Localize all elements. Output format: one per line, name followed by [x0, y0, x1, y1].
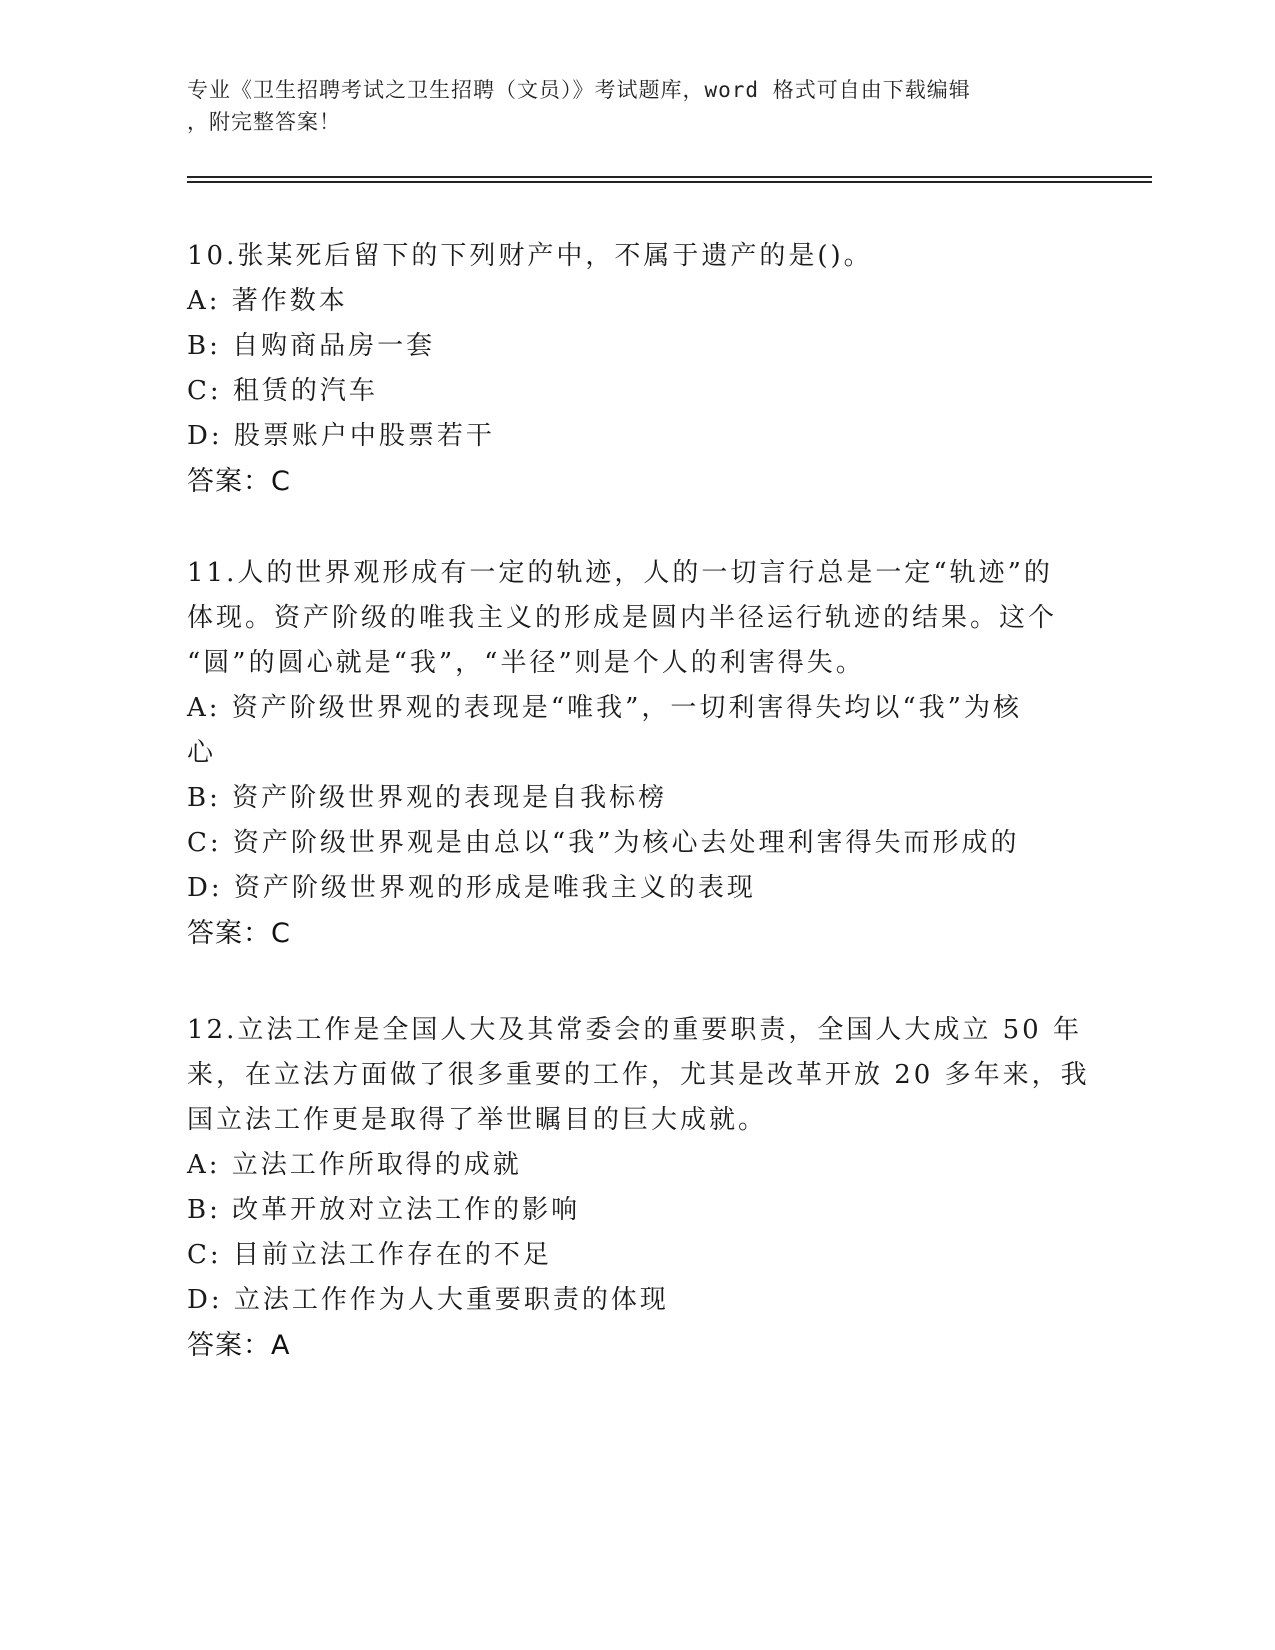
question-11 [187, 551, 1087, 957]
option-a: A: 著作数本 [187, 286, 348, 316]
header-line-2: ，附完整答案！ [187, 110, 341, 134]
option-b: B: 资产阶级世界观的表现是自我标榜 [187, 783, 668, 813]
question-stem: 10.张某死后留下的下列财产中，不属于遗产的是()。 [187, 241, 873, 271]
answer-label: 答案：C [187, 918, 291, 949]
header-divider-top [187, 176, 1152, 178]
header-divider-bottom [187, 181, 1152, 183]
option-d: D: 资产阶级世界观的形成是唯我主义的表现 [187, 873, 756, 903]
option-c: C: 资产阶级世界观是由总以“我”为核心去处理利害得失而形成的 [187, 828, 1020, 858]
option-a: A: 立法工作所取得的成就 [187, 1150, 522, 1180]
option-d: D: 立法工作作为人大重要职责的体现 [187, 1285, 669, 1315]
answer-label: 答案：A [187, 1330, 291, 1361]
question-stem-line-1: 11.人的世界观形成有一定的轨迹，人的一切言行总是一定“轨迹”的 [187, 558, 1053, 588]
option-a-line-2: 心 [187, 738, 217, 768]
option-b: B: 改革开放对立法工作的影响 [187, 1195, 581, 1225]
option-c: C: 租赁的汽车 [187, 376, 378, 406]
question-stem-line-3: 国立法工作更是取得了举世瞩目的巨大成就。 [187, 1105, 768, 1135]
question-stem-line-2: 来，在立法方面做了很多重要的工作，尤其是改革开放 20 多年来，我 [187, 1060, 1090, 1090]
question-10 [187, 234, 1087, 505]
question-12 [187, 1008, 1090, 1369]
option-b: B: 自购商品房一套 [187, 331, 436, 361]
answer-label: 答案：C [187, 466, 291, 497]
page-header [187, 74, 1067, 138]
question-stem-line-3: “圆”的圆心就是“我”，“半径”则是个人的利害得失。 [187, 648, 865, 678]
option-a-line-1: A: 资产阶级世界观的表现是“唯我”，一切利害得失均以“我”为核 [187, 693, 1022, 723]
option-d: D: 股票账户中股票若干 [187, 421, 495, 451]
header-line-1: 专业《卫生招聘考试之卫生招聘（文员）》考试题库，word 格式可自由下载编辑 [187, 78, 971, 102]
option-c: C: 目前立法工作存在的不足 [187, 1240, 552, 1270]
question-stem-line-1: 12.立法工作是全国人大及其常委会的重要职责，全国人大成立 50 年 [187, 1015, 1082, 1045]
question-stem-line-2: 体现。资产阶级的唯我主义的形成是圆内半径运行轨迹的结果。这个 [187, 603, 1058, 633]
